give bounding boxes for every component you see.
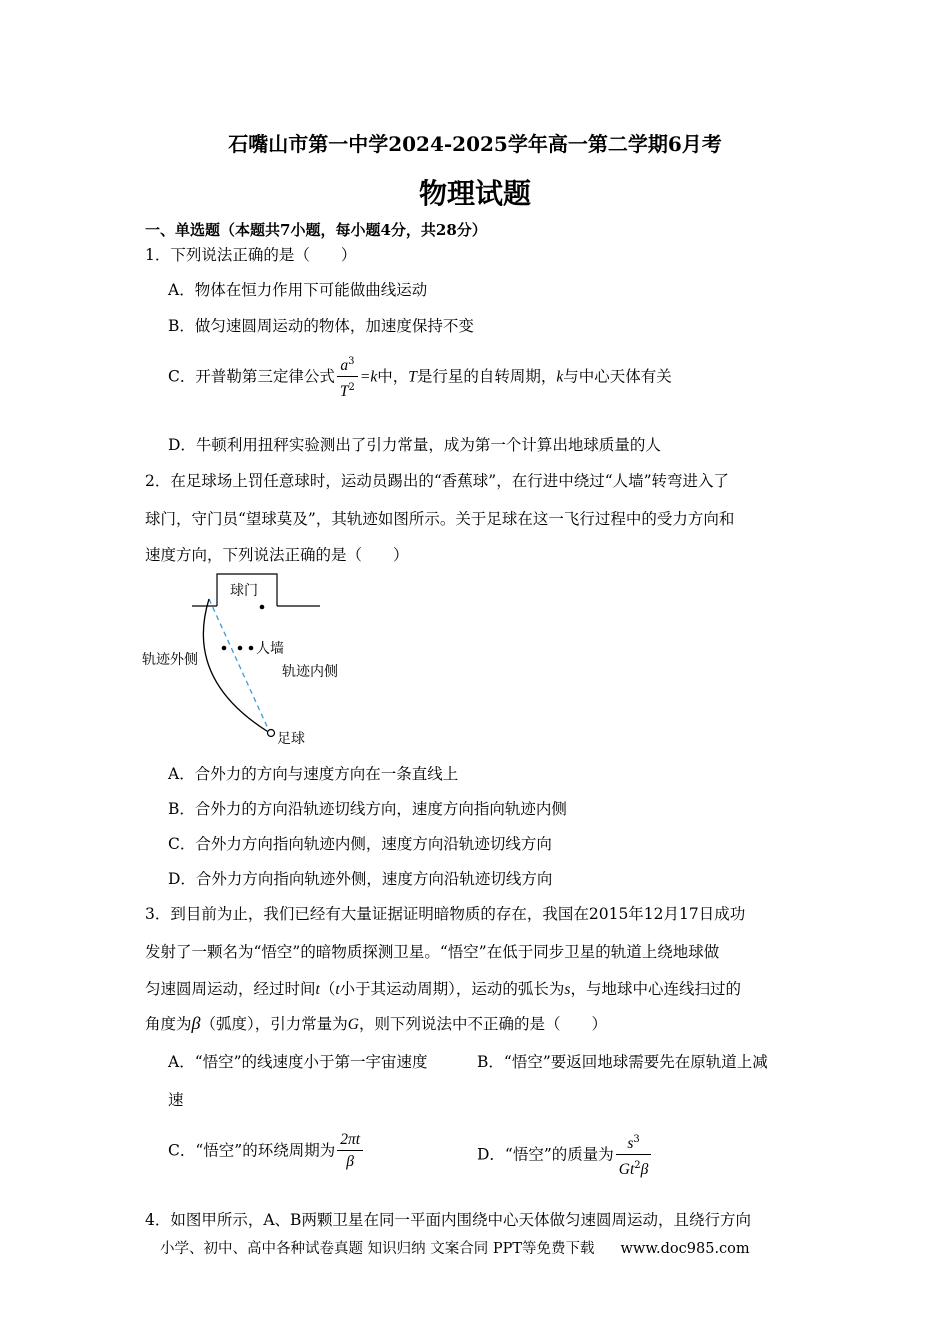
q3-option-c: C．“悟空”的环绕周期为 $\frac{2\pi t}{\beta}$: [168, 1130, 365, 1173]
q1-option-b: B．做匀速圆周运动的物体，加速度保持不变: [168, 317, 474, 335]
inner-side-label: 轨迹内侧: [282, 664, 338, 680]
q3-line-1: 3．到目前为止，我们已经有大量证据证明暗物质的存在，我国在2015年12月17日成功: [145, 905, 746, 923]
subject-title: 物理试题: [418, 177, 531, 210]
ball-trajectory-curve: [203, 599, 270, 733]
period-fraction: $\frac{2\pi t}{\beta}$: [337, 1130, 363, 1173]
q3-option-b-line-2: 速: [168, 1091, 184, 1109]
q3-option-a: A．“悟空”的线速度小于第一宇宙速度: [168, 1053, 428, 1071]
goal-point-dot: [260, 605, 265, 610]
q2-line-3: 速度方向，下列说法正确的是（ ）: [145, 546, 409, 564]
q2-option-d: D．合外力方向指向轨迹外侧，速度方向沿轨迹切线方向: [168, 870, 553, 888]
q3-option-b-line-1: B．“悟空”要返回地球需要先在原轨道上减: [477, 1053, 768, 1071]
q3-option-d: D．“悟空”的质量为 $\frac{s^3}{Gt^2\beta}$: [477, 1130, 653, 1181]
goal-label: 球门: [230, 583, 258, 599]
wall-label: 人墙: [256, 641, 284, 657]
q3-line-3: 匀速圆周运动，经过时间t（t小于其运动周期），运动的弧长为s，与地球中心连线扫过的: [145, 980, 741, 998]
wall-dot-2: [238, 646, 243, 651]
outer-side-label: 轨迹外侧: [142, 652, 198, 668]
q3-line-2: 发射了一颗名为“悟空”的暗物质探测卫星。“悟空”在低于同步卫星的轨道上绕地球做: [145, 943, 720, 961]
q1-option-c: C．开普勒第三定律公式 $\frac{a^3}{T^2}$ =k中，T是行星的自转周期，k与中心天体有关: [168, 352, 672, 403]
ball-label: 足球: [277, 731, 305, 747]
kepler-formula-fraction: $\frac{a^3}{T^2}$: [337, 352, 358, 403]
exam-title: 石嘴山市第一中学2024-2025学年高一第二学期6月考: [228, 132, 722, 156]
wall-dot-3: [249, 646, 254, 651]
page-footer: [160, 1237, 750, 1258]
q4-line-1: 4．如图甲所示，A、B两颗卫星在同一平面内围绕中心天体做匀速圆周运动，且绕行方向: [145, 1211, 751, 1229]
banana-kick-figure: [140, 570, 360, 750]
q1-c-prefix: C．开普勒第三定律公式: [168, 367, 335, 386]
ball-circle: [268, 730, 275, 737]
wall-dot-1: [222, 646, 227, 651]
q1-stem: 1．下列说法正确的是（ ）: [145, 246, 357, 264]
straight-line-dashed: [209, 599, 270, 733]
footer-text: 小学、初中、高中各种试卷真题 知识归纳 文案合同 PPT等免费下载: [160, 1241, 595, 1257]
q2-option-b: B．合外力的方向沿轨迹切线方向，速度方向指向轨迹内侧: [168, 800, 567, 818]
mass-fraction: $\frac{s^3}{Gt^2\beta}$: [616, 1130, 652, 1181]
footer-url: www.doc985.com: [620, 1241, 750, 1257]
q2-option-a: A．合外力的方向与速度方向在一条直线上: [168, 765, 459, 783]
section-heading: 一、单选题（本题共7小题，每小题4分，共28分）: [145, 221, 487, 239]
q2-line-1: 2．在足球场上罚任意球时，运动员踢出的“香蕉球”，在行进中绕过“人墙”转弯进入了: [145, 472, 730, 490]
q2-line-2: 球门，守门员“望球莫及”，其轨迹如图所示。关于足球在这一飞行过程中的受力方向和: [145, 510, 735, 528]
q1-option-d: D．牛顿利用扭秤实验测出了引力常量，成为第一个计算出地球质量的人: [168, 436, 661, 454]
kepler-equals-k: =k: [359, 368, 378, 386]
q1-option-a: A．物体在恒力作用下可能做曲线运动: [168, 281, 428, 299]
q2-option-c: C．合外力方向指向轨迹内侧，速度方向沿轨迹切线方向: [168, 835, 552, 853]
q3-line-4: 角度为β（弧度），引力常量为G，则下列说法中不正确的是（ ）: [145, 1013, 607, 1033]
